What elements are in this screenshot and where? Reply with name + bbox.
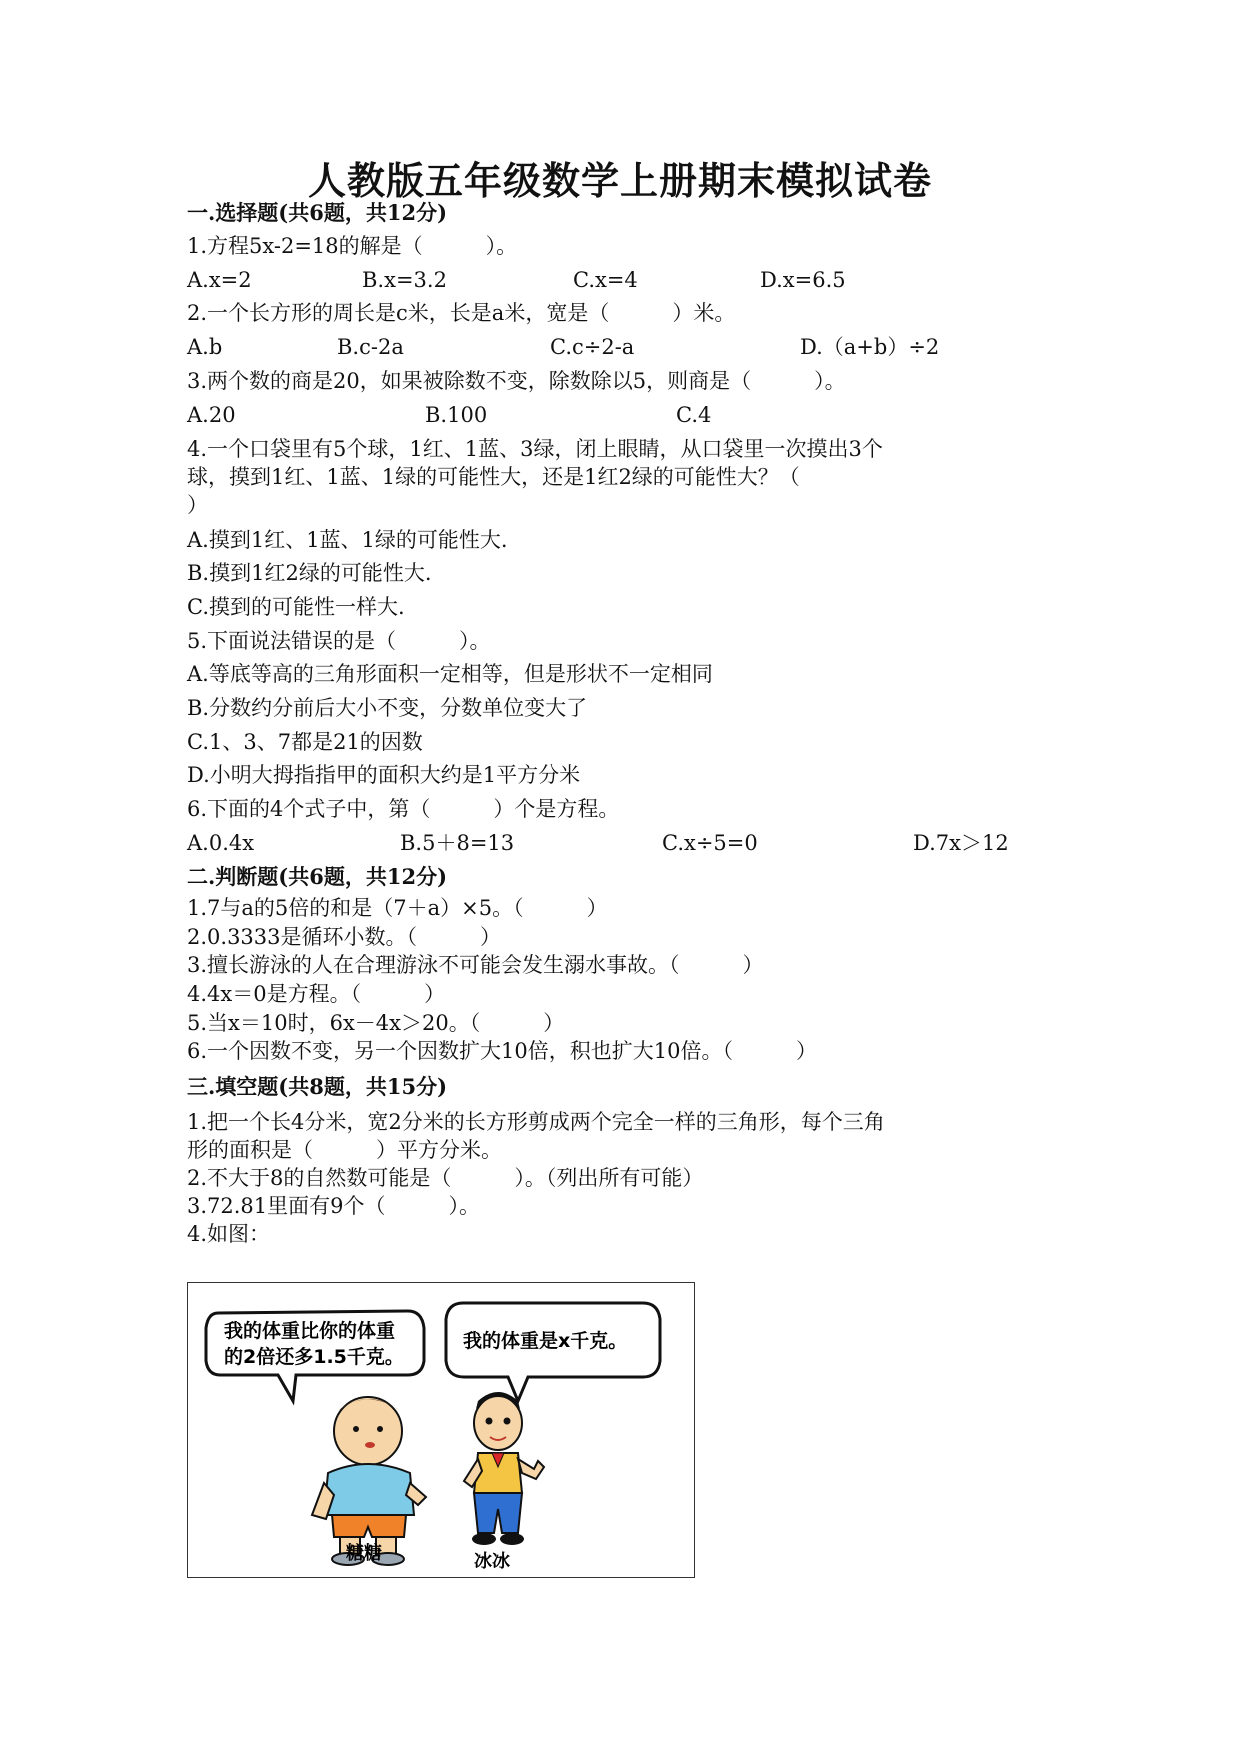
- choice-q2-option-c: C.c÷2-a: [550, 335, 635, 359]
- fill-q3: 3.72.81里面有9个（ ）。: [187, 1194, 481, 1218]
- judge-item: 4.4x＝0是方程。（ ）: [187, 982, 446, 1006]
- choice-q4-line2: 球，摸到1红、1蓝、1绿的可能性大，还是1红2绿的可能性大？（: [187, 465, 800, 489]
- choice-q1-option-b: B.x=3.2: [362, 268, 447, 292]
- section-choice-heading: 一.选择题(共6题，共12分): [187, 200, 448, 225]
- choice-q2-option-d: D.（a+b）÷2: [800, 335, 940, 359]
- choice-q1-option-a: A.x=2: [187, 268, 252, 292]
- choice-q5-option-a: A.等底等高的三角形面积一定相等，但是形状不一定相同: [187, 662, 713, 686]
- choice-q6-option-c: C.x÷5=0: [662, 831, 758, 855]
- choice-q1: 1.方程5x-2=18的解是（ ）。: [187, 234, 518, 258]
- weight-comparison-figure: [187, 1282, 695, 1578]
- speech-bubble-left: [206, 1311, 424, 1401]
- fill-q1-line1: 1.把一个长4分米，宽2分米的长方形剪成两个完全一样的三角形，每个三角: [187, 1110, 885, 1134]
- bubble-left-line2: 的2倍还多1.5千克。: [224, 1346, 404, 1368]
- choice-q6-option-d: D.7x＞12: [913, 831, 1009, 855]
- speech-bubble-right: [446, 1303, 660, 1401]
- fill-q1-line2: 形的面积是（ ）平方分米。: [187, 1138, 502, 1162]
- chubby-boy-illustration: [312, 1397, 426, 1565]
- choice-q6-option-b: B.5＋8=13: [400, 831, 515, 855]
- judge-item: 6.一个因数不变，另一个因数扩大10倍，积也扩大10倍。（ ）: [187, 1039, 817, 1063]
- choice-q4-option-c: C.摸到的可能性一样大.: [187, 595, 405, 619]
- fill-q2: 2.不大于8的自然数可能是（ ）。（列出所有可能）: [187, 1166, 704, 1190]
- choice-q1-option-c: C.x=4: [573, 268, 638, 292]
- choice-q4-line3: ）: [187, 493, 208, 517]
- choice-q4-option-a: A.摸到1红、1蓝、1绿的可能性大.: [187, 528, 508, 552]
- fill-q4: 4.如图：: [187, 1222, 271, 1246]
- judge-item: 3.擅长游泳的人在合理游泳不可能会发生溺水事故。（ ）: [187, 953, 764, 977]
- choice-q4-line1: 4.一个口袋里有5个球，1红、1蓝、3绿，闭上眼睛，从口袋里一次摸出3个: [187, 437, 883, 461]
- name-label-right: 冰冰: [474, 1551, 510, 1572]
- judge-item: 5.当x＝10时，6x－4x＞20。（ ）: [187, 1011, 565, 1035]
- judge-item: 2.0.3333是循环小数。（ ）: [187, 925, 502, 949]
- choice-q5-option-b: B.分数约分前后大小不变，分数单位变大了: [187, 696, 588, 720]
- choice-q1-option-d: D.x=6.5: [760, 268, 846, 292]
- section-fill-heading: 三.填空题(共8题，共15分): [187, 1074, 448, 1099]
- thin-boy-illustration: [464, 1392, 544, 1545]
- choice-q2-option-a: A.b: [187, 335, 223, 359]
- page-title: 人教版五年级数学上册期末模拟试卷: [307, 158, 932, 203]
- judge-item: 1.7与a的5倍的和是（7＋a）×5。（ ）: [187, 896, 608, 920]
- choice-q6-option-a: A.0.4x: [187, 831, 255, 855]
- choice-q3-option-c: C.4: [676, 403, 712, 427]
- choice-q5-option-c: C.1、3、7都是21的因数: [187, 730, 423, 754]
- section-judge-heading: 二.判断题(共6题，共12分): [187, 864, 448, 889]
- choice-q6: 6.下面的4个式子中，第（ ）个是方程。: [187, 797, 620, 821]
- choice-q3: 3.两个数的商是20，如果被除数不变，除数除以5，则商是（ ）。: [187, 369, 846, 393]
- choice-q3-option-b: B.100: [425, 403, 488, 427]
- choice-q4-option-b: B.摸到1红2绿的可能性大.: [187, 561, 432, 585]
- choice-q3-option-a: A.20: [187, 403, 236, 427]
- choice-q5: 5.下面说法错误的是（ ）。: [187, 629, 491, 653]
- choice-q2-option-b: B.c-2a: [337, 335, 404, 359]
- choice-q5-option-d: D.小明大拇指指甲的面积大约是1平方分米: [187, 763, 581, 787]
- bubble-left-line1: 我的体重比你的体重: [224, 1320, 396, 1342]
- name-label-left: 糖糖: [346, 1543, 382, 1564]
- choice-q2: 2.一个长方形的周长是c米，长是a米，宽是（ ）米。: [187, 301, 736, 325]
- bubble-right-text: 我的体重是x千克。: [463, 1330, 628, 1352]
